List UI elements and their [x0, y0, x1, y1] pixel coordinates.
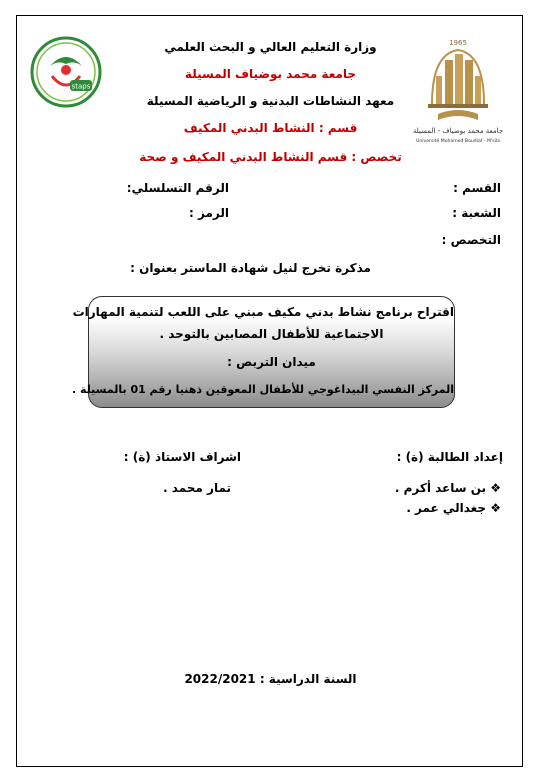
thesis-title-box	[72, 296, 455, 408]
section-label: القسم :	[453, 181, 501, 195]
field-label: ميدان التربص :	[227, 355, 316, 369]
specialization-label: التخصص :	[441, 233, 501, 247]
university-name: جامعة محمد بوضياف المسيلة	[184, 67, 357, 81]
bullet-icon: ❖	[490, 481, 501, 495]
branch-label: الشعبة :	[452, 206, 501, 220]
specialty-name: تخصص : قسم النشاط البدني المكيف و صحة	[139, 150, 402, 164]
bullet-icon: ❖	[490, 501, 501, 515]
supervisor-name: تمار محمد .	[163, 481, 231, 495]
ministry-name: وزارة التعليم العالي و البحث العلمي	[164, 40, 377, 54]
prepared-by-label: إعداد الطالبة (ة) :	[396, 450, 503, 464]
thesis-title-line-1: اقتراح برنامج نشاط بدني مكيف مبني على اللعب لتنمية المهارات	[72, 305, 454, 319]
student-name: بن ساعد أكرم .	[394, 481, 487, 495]
department-name: قسم : النشاط البدني المكيف	[183, 121, 358, 135]
academic-year: السنة الدراسية : 2022/2021	[184, 672, 357, 686]
logo-name-fr: Université Mohamed Boudiaf - M'sila	[416, 139, 500, 144]
memo-intro: مذكرة تخرج لنيل شهادة الماستر بعنوان :	[130, 261, 371, 275]
student-item	[406, 501, 501, 515]
supervisor-label: اشراف الاستاذ (ة) :	[123, 450, 241, 464]
thesis-title-line-2: الاجتماعية للأطفال المصابين بالتوحد .	[159, 327, 384, 341]
logo-name-ar: جامعة محمد بوضياف - المسيلة	[412, 127, 504, 135]
logo-year: 1965	[449, 39, 467, 47]
serial-label: الرقم التسلسلي:	[126, 181, 229, 195]
code-label: الرمز :	[189, 206, 229, 220]
logo-badge-text: staps	[71, 82, 91, 91]
student-name: جغدالي عمر .	[406, 501, 487, 515]
institute-name: معهد النشاطات البدنية و الرياضية المسيلة	[146, 94, 395, 108]
student-item	[395, 481, 501, 495]
internship-place: المركز النفسي البيداغوجي للأطفال المعوقين ذهنيا رقم 01 بالمسيلة .	[72, 383, 454, 396]
